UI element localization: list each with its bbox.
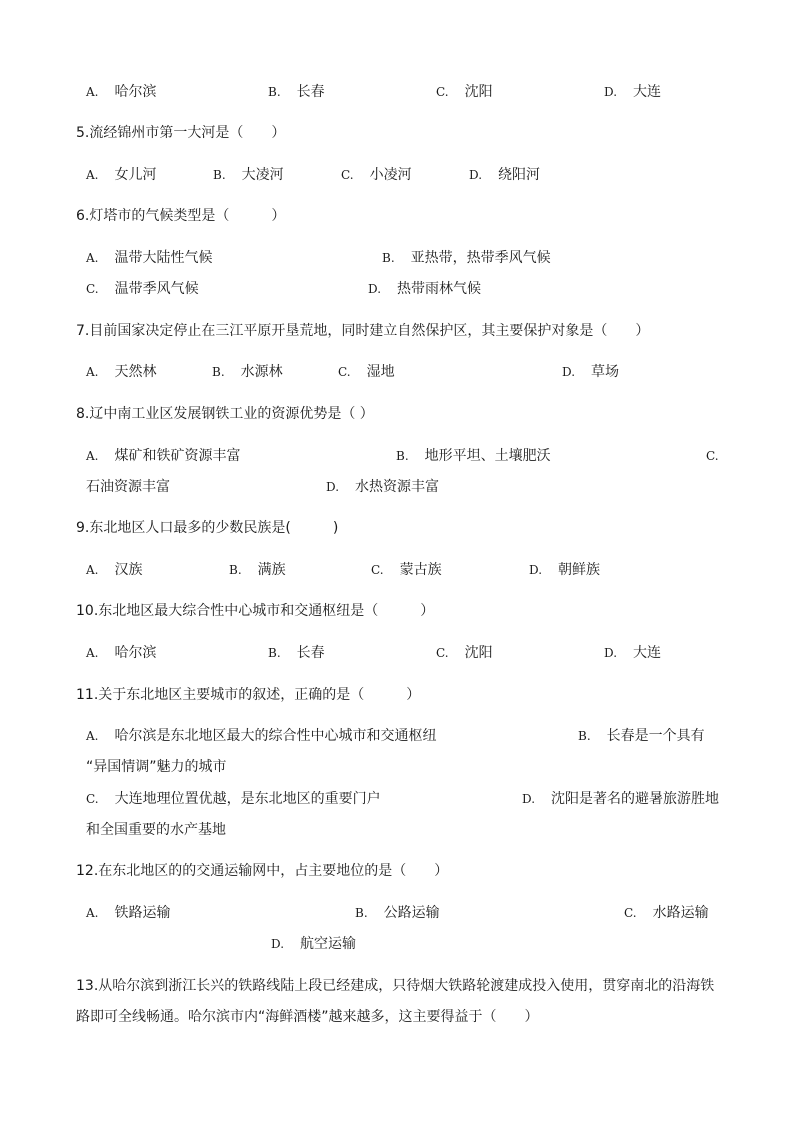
q11-option-c: C. 大连地理位置优越，是东北地区的重要门户 bbox=[86, 791, 381, 807]
q13-stem-line-1: 13.从哈尔滨到浙江长兴的铁路线陆上段已经建成，只待烟大铁路轮渡建成投入使用，贯穿南北的沿海铁 bbox=[76, 978, 715, 994]
q8-option-c-key: C. bbox=[706, 449, 719, 463]
q6-option-c: C. 温带季风气候 bbox=[86, 281, 199, 297]
q6-option-b: B. 亚热带，热带季风气候 bbox=[382, 250, 551, 266]
q5-option-c: C. 小凌河 bbox=[341, 167, 412, 183]
q11-option-b-cont: “异国情调”魅力的城市 bbox=[86, 759, 227, 775]
q10-option-b: B. 长春 bbox=[268, 645, 325, 661]
q9-option-d: D. 朝鲜族 bbox=[529, 562, 601, 578]
q12-stem: 12.在东北地区的的交通运输网中，占主要地位的是（ ） bbox=[76, 863, 449, 879]
q4-option-c: C. 沈阳 bbox=[436, 84, 493, 100]
q8-option-d: D. 水热资源丰富 bbox=[326, 479, 440, 495]
q12-option-c: C. 水路运输 bbox=[624, 905, 709, 921]
q13-stem-line-2: 路即可全线畅通。哈尔滨市内“海鲜酒楼”越来越多，这主要得益于（ ） bbox=[76, 1009, 539, 1025]
q10-stem: 10.东北地区最大综合性中心城市和交通枢纽是（ ） bbox=[76, 603, 435, 619]
q8-option-a: A. 煤矿和铁矿资源丰富 bbox=[86, 448, 241, 464]
q4-option-d: D. 大连 bbox=[604, 84, 662, 100]
q11-stem: 11.关于东北地区主要城市的叙述，正确的是（ ） bbox=[76, 687, 421, 703]
q10-option-c: C. 沈阳 bbox=[436, 645, 493, 661]
q8-option-c-text: 石油资源丰富 bbox=[86, 479, 170, 495]
q9-option-b: B. 满族 bbox=[229, 562, 286, 578]
q5-option-b: B. 大凌河 bbox=[213, 167, 284, 183]
q5-stem: 5.流经锦州市第一大河是（ ） bbox=[76, 125, 286, 141]
q6-stem: 6.灯塔市的气候类型是（ ） bbox=[76, 208, 286, 224]
q7-option-a: A. 天然林 bbox=[86, 364, 157, 380]
q6-option-d: D. 热带雨林气候 bbox=[368, 281, 482, 297]
q11-option-b: B. 长春是一个具有 bbox=[578, 728, 705, 744]
q5-option-d: D. 绕阳河 bbox=[469, 167, 541, 183]
q7-stem: 7.目前国家决定停止在三江平原开垦荒地，同时建立自然保护区，其主要保护对象是（ ） bbox=[76, 323, 650, 339]
q6-option-a: A. 温带大陆性气候 bbox=[86, 250, 213, 266]
q10-option-a: A. 哈尔滨 bbox=[86, 645, 157, 661]
q11-option-a: A. 哈尔滨是东北地区最大的综合性中心城市和交通枢纽 bbox=[86, 728, 437, 744]
q4-option-a: A. 哈尔滨 bbox=[86, 84, 157, 100]
q11-option-d: D. 沈阳是著名的避暑旅游胜地 bbox=[522, 791, 720, 807]
q12-option-d: D. 航空运输 bbox=[271, 936, 357, 952]
q7-option-d: D. 草场 bbox=[562, 364, 620, 380]
q7-option-c: C. 湿地 bbox=[338, 364, 395, 380]
q9-stem: 9.东北地区人口最多的少数民族是( ) bbox=[76, 520, 339, 536]
q10-option-d: D. 大连 bbox=[604, 645, 662, 661]
q12-option-b: B. 公路运输 bbox=[355, 905, 440, 921]
q8-option-b: B. 地形平坦、土壤肥沃 bbox=[396, 448, 551, 464]
q12-option-a: A. 铁路运输 bbox=[86, 905, 171, 921]
q9-option-c: C. 蒙古族 bbox=[371, 562, 442, 578]
q11-option-d-cont: 和全国重要的水产基地 bbox=[86, 822, 226, 838]
q5-option-a: A. 女儿河 bbox=[86, 167, 157, 183]
q9-option-a: A. 汉族 bbox=[86, 562, 143, 578]
q7-option-b: B. 水源林 bbox=[212, 364, 283, 380]
q8-stem: 8.辽中南工业区发展钢铁工业的资源优势是（ ） bbox=[76, 406, 374, 422]
q4-option-b: B. 长春 bbox=[268, 84, 325, 100]
